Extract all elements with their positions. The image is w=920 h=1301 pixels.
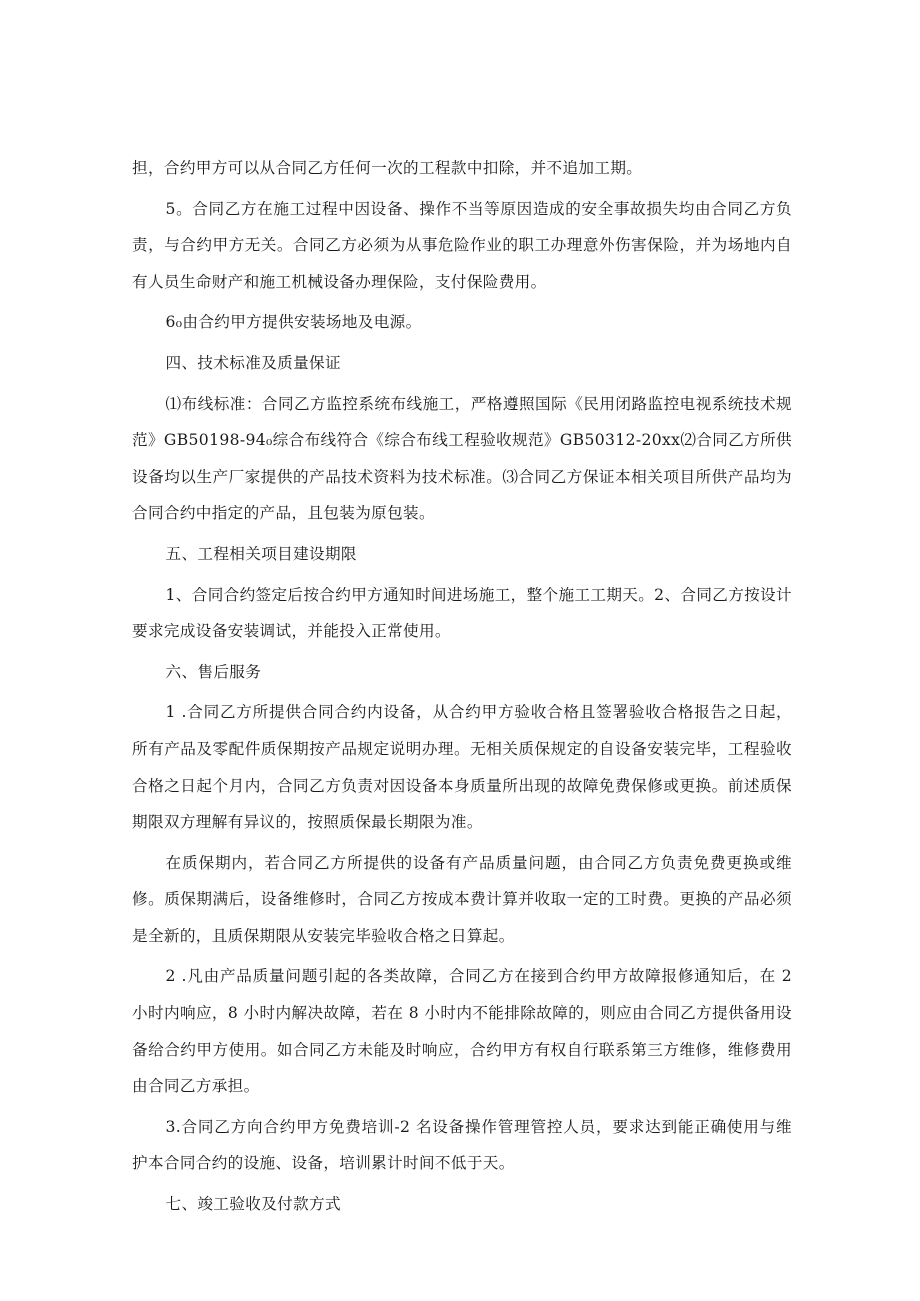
paragraph-continuation: 担，合约甲方可以从合同乙方任何一次的工程款中扣除，并不追加工期。 (132, 159, 643, 177)
paragraph-service-2: 2 .凡由产品质量问题引起的各类故障，合同乙方在接到合约甲方故障报修通知后，在 2 小时内响应，8 小时内解决故障，若在 8 小时内不能排除故障的，则应由合同乙方提供备用设备给合约甲方使用。如合同乙方未能及时响应，合约甲方有权自行联系第三方维修，维修费用由合同乙方承担。 (132, 967, 792, 1096)
section-heading-7: 七、竣工验收及付款方式 (165, 1195, 341, 1214)
paragraph-construction-period: 1、合同合约签定后按合约甲方通知时间进场施工，整个施工工期天。2、合同乙方按设计要求完成设备安装调试，并能投入正常使用。 (132, 585, 792, 641)
paragraph-service-3: 3.合同乙方向合约甲方免费培训-2 名设备操作管理管控人员，要求达到能正确使用与维护本合同合约的设施、设备，培训累计时间不低于天。 (132, 1117, 792, 1173)
section-heading-4: 四、技术标准及质量保证 (165, 353, 341, 372)
paragraph-item-6: 6₀由合约甲方提供安装场地及电源。 (165, 313, 422, 332)
paragraph-warranty-period: 在质保期内，若合同乙方所提供的设备有产品质量问题，由合同乙方负责免费更换或维修。质保期满后，设备维修时，合同乙方按成本费计算并收取一定的工时费。更换的产品必须是全新的，且质保期限从安装完毕验收合格之日算起。 (132, 853, 792, 945)
section-heading-6: 六、售后服务 (165, 662, 262, 681)
document-page (132, 150, 792, 1227)
paragraph-service-1: 1 .合同乙方所提供合同合约内设备，从合约甲方验收合格且签署验收合格报告之日起，所有产品及零配件质保期按产品规定说明办理。无相关质保规定的自设备安装完毕，工程验收合格之日起个月内，合同乙方负责对因设备本身质量所出现的故障免费保修或更换。前述质保期限双方理解有异议的，按照质保最长期限为准。 (132, 703, 792, 832)
section-heading-5: 五、工程相关项目建设期限 (165, 544, 357, 563)
paragraph-item-5: 5。合同乙方在施工过程中因设备、操作不当等原因造成的安全事故损失均由合同乙方负责，与合约甲方无关。合同乙方必须为从事危险作业的职工办理意外伤害保险，并为场地内自有人员生命财产和施工机械设备办理保险，支付保险费用。 (132, 199, 792, 291)
paragraph-wiring-standards: ⑴布线标准：合同乙方监控系统布线施工，严格遵照国际《民用闭路监控电视系统技术规范》GB50198-94₀综合布线符合《综合布线工程验收规范》GB50312-20xx⑵合同乙方所供设备均以生产厂家提供的产品技术资料为技术标准。⑶合同乙方保证本相关项目所供产品均为合同合约中指定的产品，且包装为原包装。 (132, 394, 792, 523)
